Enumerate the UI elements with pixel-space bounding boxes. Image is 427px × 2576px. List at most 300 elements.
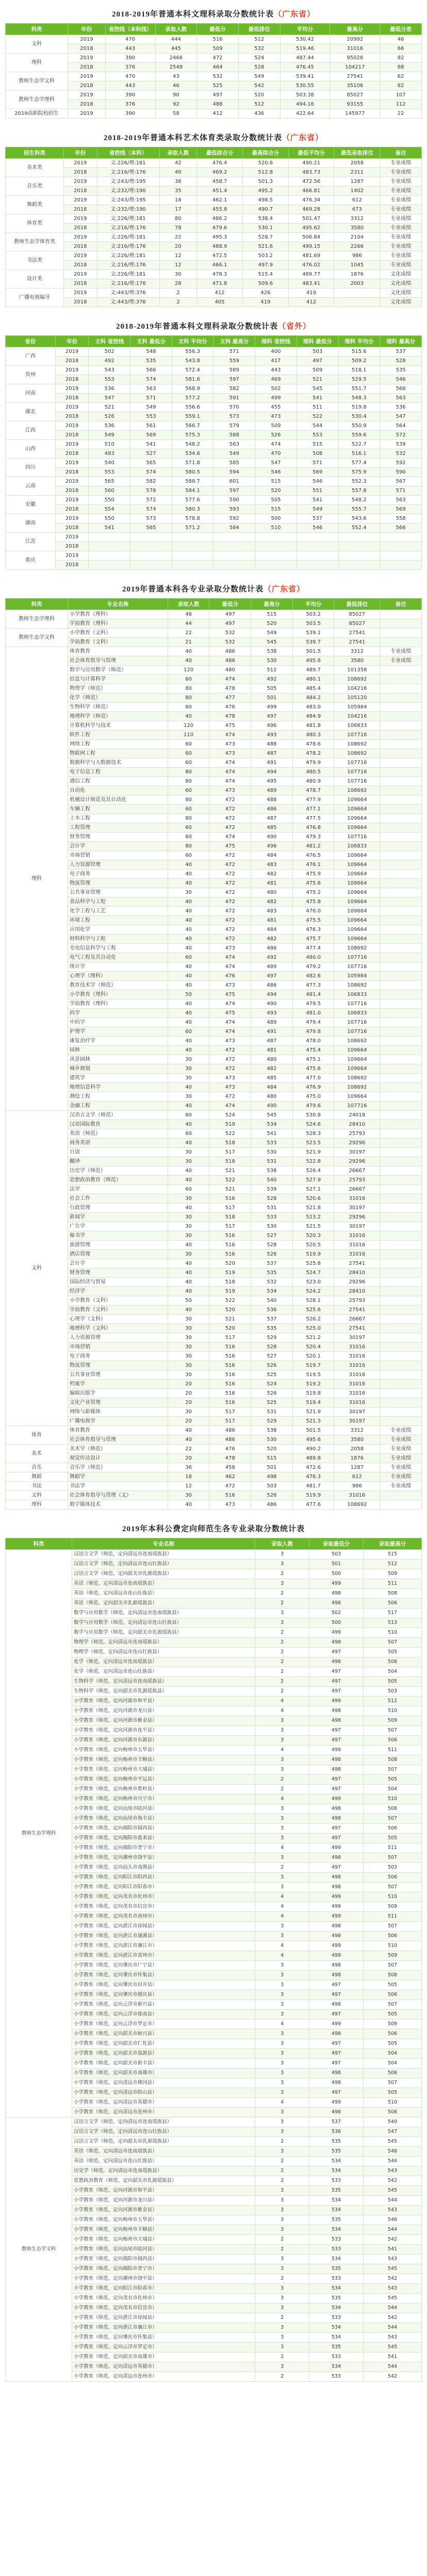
- table-cell: 499: [309, 1951, 364, 1961]
- table-cell: 482.6: [292, 972, 334, 981]
- table-cell: 107716: [334, 758, 380, 768]
- table-cell: 2018: [55, 449, 89, 459]
- col-header: 文科 最高分: [213, 336, 255, 347]
- table-row: [6, 777, 422, 786]
- table-cell: 生物科学（师范，定向韶关市乳源瑶族县）: [72, 1687, 255, 1697]
- table-cell: 478.7: [292, 786, 334, 795]
- table-cell: 80: [168, 842, 209, 851]
- table-cell: 458: [209, 1463, 251, 1472]
- table-cell: 499: [309, 1912, 364, 1922]
- table-cell: 505: [364, 2010, 422, 2020]
- table-cell: 482: [251, 897, 293, 907]
- table-cell: 80: [168, 814, 209, 823]
- table-cell: 汉语言文学（师范，定向清远市连山壮族县）: [72, 1560, 255, 1569]
- col-header: 专业名称: [68, 599, 168, 610]
- table-cell: 499: [309, 1941, 364, 1951]
- table-cell: 小学教育（师范，定向河源市东源县）: [72, 1736, 255, 1745]
- table-cell: 499: [309, 1902, 364, 1912]
- table-cell: [380, 888, 422, 897]
- table-cell: 46: [155, 81, 197, 91]
- table-cell: 新闻学: [68, 1213, 168, 1222]
- table-cell: 舞蹈: [6, 1472, 68, 1482]
- table-cell: 40: [168, 656, 209, 666]
- table-row: [6, 440, 422, 449]
- table-cell: 569: [130, 431, 172, 440]
- table-cell: 527: [251, 1231, 293, 1241]
- table-cell: 472: [209, 888, 251, 897]
- table-row: [6, 1343, 422, 1352]
- table-cell: 547: [89, 394, 130, 403]
- table-cell: 390: [105, 109, 155, 118]
- table-cell: 520.1: [292, 1352, 334, 1361]
- table-cell: 2018: [63, 279, 97, 289]
- table-cell: 477.3: [292, 981, 334, 990]
- table-cell: 汉语言文学（师范，定向清远市连南瑶族县）: [72, 1550, 255, 1560]
- table-cell: 534: [309, 2196, 364, 2206]
- table-cell: 29296: [334, 1157, 380, 1166]
- table-cell: 体育教育: [68, 647, 168, 656]
- table-cell: 490: [251, 1101, 293, 1111]
- table-cell: 497: [197, 91, 239, 100]
- table-cell: 588.7: [172, 477, 213, 486]
- table-cell: 588: [213, 431, 255, 440]
- table-cell: 62: [380, 72, 422, 81]
- table-cell: 109664: [334, 795, 380, 805]
- table-cell: 477.9: [292, 795, 334, 805]
- table-row: [6, 629, 422, 638]
- table-cell: 2019: [63, 251, 97, 261]
- table-cell: 548.2: [172, 440, 213, 449]
- table-cell: 3: [255, 1971, 309, 1980]
- table-cell: 30197: [334, 1204, 380, 1213]
- table-row: [6, 289, 422, 298]
- table-cell: 490.7: [242, 205, 288, 214]
- table-cell: 498: [309, 1638, 364, 1648]
- table-cell: 四川: [6, 459, 56, 477]
- table-cell: 小学教育（师范，定向阳江市阳西县）: [72, 1873, 255, 1883]
- table-cell: 505: [364, 1775, 422, 1785]
- table-cell: 1876: [334, 270, 380, 279]
- table-cell: [380, 1213, 422, 1222]
- table-cell: 472: [209, 1055, 251, 1064]
- table-cell: 40: [168, 1241, 209, 1250]
- table-cell: 539.41: [280, 72, 330, 81]
- table-cell: 60: [168, 1129, 209, 1139]
- table-row: [6, 656, 422, 666]
- table-cell: 528.7: [242, 233, 288, 242]
- table-cell: 546: [380, 375, 422, 384]
- table-cell: 28410: [334, 1268, 380, 1278]
- table-cell: 469: [255, 375, 297, 384]
- table-cell: 502: [309, 1608, 364, 1618]
- table-cell: 40: [168, 1306, 209, 1315]
- table-cell: 60: [168, 953, 209, 962]
- table-row: [6, 1139, 422, 1148]
- table-cell: 510: [364, 1794, 422, 1804]
- table-cell: 515: [297, 440, 338, 449]
- table-cell: 519: [209, 1120, 251, 1129]
- table-cell: 481.4: [292, 990, 334, 999]
- table-cell: 498: [309, 1961, 364, 1971]
- score-table: [5, 1538, 422, 2382]
- table-cell: 484.2: [292, 693, 334, 703]
- table-cell: 520.3: [292, 1231, 334, 1241]
- col-header: 录取人数: [168, 599, 209, 610]
- table-cell: 2: [255, 1638, 309, 1648]
- table-cell: 574: [130, 375, 172, 384]
- table-cell: 2019: [55, 477, 89, 486]
- table-cell: 专业成绩: [380, 261, 422, 270]
- table-cell: 534: [309, 2303, 364, 2313]
- table-cell: 60: [168, 833, 209, 842]
- table-cell: 20: [168, 1417, 209, 1426]
- table-cell: 477.1: [292, 805, 334, 814]
- table-cell: 533: [309, 2313, 364, 2323]
- table-cell: 材料科学与工程: [68, 935, 168, 944]
- table-cell: [380, 1361, 422, 1370]
- table-cell: 28410: [334, 1120, 380, 1129]
- table-cell: 472: [209, 823, 251, 833]
- table-cell: 473: [209, 1083, 251, 1092]
- table-cell: 474: [209, 777, 251, 786]
- col-header: 最低分: [197, 24, 239, 35]
- table-cell: 516: [209, 1343, 251, 1352]
- table-row: [6, 1352, 422, 1361]
- table-cell: 473: [209, 749, 251, 758]
- table-cell: 2019: [68, 72, 106, 81]
- table-cell: 525: [251, 1398, 293, 1408]
- table-cell: 477: [209, 693, 251, 703]
- table-cell: 60: [168, 703, 209, 712]
- table-row: [6, 1324, 422, 1333]
- table-cell: 1876: [334, 1454, 380, 1463]
- table-row: [6, 1027, 422, 1037]
- table-cell: 汉语国际教育: [68, 1120, 168, 1129]
- table-cell: 520: [209, 1306, 251, 1315]
- table-cell: [380, 561, 422, 570]
- table-cell: 539: [380, 440, 422, 449]
- table-row: [6, 972, 422, 981]
- table-cell: 489: [251, 962, 293, 972]
- table-cell: 497: [309, 1677, 364, 1687]
- table-cell: 508: [364, 1971, 422, 1980]
- table-cell: 516: [209, 1380, 251, 1389]
- table-cell: 40: [168, 1268, 209, 1278]
- table-cell: 文化成绩: [380, 289, 422, 298]
- table-row: [6, 684, 422, 693]
- table-row: [6, 81, 422, 91]
- table-cell: 物流管理: [68, 879, 168, 888]
- table-cell: 人力资源管理: [68, 860, 168, 870]
- table-cell: 2019: [55, 403, 89, 412]
- table-cell: 21: [168, 638, 209, 647]
- table-cell: 501: [251, 693, 293, 703]
- table-cell: 523.0: [292, 1278, 334, 1287]
- table-cell: 2: [255, 2157, 309, 2166]
- table-cell: 教育技术学（师范）: [68, 981, 168, 990]
- table-row: [6, 72, 422, 81]
- table-cell: 小学教育（师范，定向揭阳市惠来县）: [72, 1834, 255, 1843]
- table-cell: 物理学（师范）: [68, 684, 168, 693]
- table-cell: 509: [364, 1716, 422, 1726]
- table-cell: 527: [251, 1352, 293, 1361]
- table-cell: 550.9: [338, 421, 380, 431]
- table-cell: 30: [168, 1148, 209, 1157]
- table-cell: 95028: [330, 54, 380, 63]
- table-cell: 地理科学（文科）: [68, 1324, 168, 1333]
- table-cell: 525: [197, 81, 239, 91]
- table-cell: 499: [309, 1892, 364, 1902]
- table-cell: 美术类: [6, 159, 64, 177]
- table-cell: 40: [168, 1435, 209, 1445]
- table-cell: 480.3: [292, 731, 334, 740]
- table-cell: 音乐学（师范）: [68, 1463, 168, 1472]
- table-cell: 40: [168, 1426, 209, 1435]
- table-cell: [338, 551, 380, 561]
- table-cell: 507: [364, 1814, 422, 1824]
- table-cell: 40: [168, 972, 209, 981]
- table-row: [6, 1120, 422, 1129]
- table-cell: 478.0: [292, 1037, 334, 1046]
- table-cell: 软件工程: [68, 731, 168, 740]
- table-cell: 3: [255, 2127, 309, 2137]
- table-cell: 2: [255, 2352, 309, 2362]
- table-row: [6, 412, 422, 421]
- table-cell: 475.2: [292, 888, 334, 897]
- table-cell: 376: [105, 63, 155, 72]
- table-cell: 17: [159, 205, 197, 214]
- table-cell: 20: [168, 1380, 209, 1389]
- table-cell: 474: [209, 962, 251, 972]
- table-row: [6, 1111, 422, 1120]
- table-cell: 小学教育（师范，定向梅州市丰顺县）: [72, 1755, 255, 1765]
- table-cell: 40: [168, 1009, 209, 1018]
- table-row: [6, 1389, 422, 1398]
- table-cell: 3: [255, 2343, 309, 2352]
- table-cell: 500: [309, 1618, 364, 1628]
- table-cell: 475.7: [292, 935, 334, 944]
- table-cell: 544: [364, 2362, 422, 2372]
- table-row: [6, 1278, 422, 1287]
- table-cell: 光电信息科学与工程: [68, 944, 168, 953]
- table-cell: 视觉传达设计: [68, 1454, 168, 1463]
- table-cell: 426: [242, 289, 288, 298]
- table-cell: 510: [364, 2098, 422, 2108]
- table-cell: 3: [255, 1765, 309, 1775]
- table-header-row: [6, 1538, 422, 1550]
- table-cell: 小学教育（师范，定向揭阳市揭西县）: [72, 2255, 255, 2264]
- table-cell: 521: [209, 1166, 251, 1176]
- table-cell: 文:216/理:176: [97, 224, 159, 233]
- table-cell: 512.8: [242, 168, 288, 177]
- table-cell: 565: [130, 523, 172, 533]
- table-cell: 536: [89, 384, 130, 394]
- table-body: [6, 159, 422, 307]
- col-header: 平均分: [280, 24, 330, 35]
- table-row: [6, 1500, 422, 1510]
- table-cell: 书法类: [6, 251, 64, 270]
- table-cell: 472: [209, 795, 251, 805]
- table-cell: 523.2: [292, 1213, 334, 1222]
- table-cell: 504: [364, 1785, 422, 1794]
- col-header: 理科 最高分: [380, 336, 422, 347]
- table-cell: 592: [380, 459, 422, 468]
- table-cell: [89, 551, 130, 561]
- table-cell: 499: [309, 2020, 364, 2029]
- table-cell: 484.9: [292, 712, 334, 721]
- table-cell: [380, 851, 422, 860]
- table-cell: 2019: [63, 233, 97, 242]
- table-row: [6, 833, 422, 842]
- table-cell: 499: [309, 1579, 364, 1589]
- table-cell: 31016: [334, 1398, 380, 1408]
- table-cell: 教师生态学理科: [6, 610, 68, 629]
- table-cell: 2: [255, 1667, 309, 1677]
- table-cell: 476: [209, 703, 251, 712]
- table-cell: 567: [380, 477, 422, 486]
- table-cell: 472: [209, 1046, 251, 1055]
- table-cell: 3: [255, 1814, 309, 1824]
- table-cell: 516: [209, 1491, 251, 1500]
- table-cell: 481.7: [292, 1482, 334, 1491]
- table-cell: [380, 1009, 422, 1018]
- table-cell: 专业成绩: [380, 196, 422, 205]
- table-cell: 502: [255, 384, 297, 394]
- table-row: [6, 1213, 422, 1222]
- table-cell: 小学教育（师范，定向潮州市饶平县）: [72, 2274, 255, 2284]
- table-cell: 31016: [334, 1370, 380, 1380]
- table-cell: 2003: [334, 279, 380, 289]
- table-cell: 476.8: [292, 823, 334, 833]
- table-cell: 498: [309, 2000, 364, 2010]
- table-cell: 509: [364, 2020, 422, 2029]
- table-cell: 生物科学（师范，定向清远市连南瑶族县）: [72, 1677, 255, 1687]
- table-cell: 22: [168, 1445, 209, 1454]
- table-cell: 476.5: [292, 851, 334, 860]
- table-cell: 571: [297, 459, 338, 468]
- col-header: 文科 平均分: [172, 336, 213, 347]
- table-cell: 474: [209, 731, 251, 740]
- table-cell: 2018: [68, 100, 106, 109]
- table-cell: 497: [309, 1726, 364, 1736]
- table-row: [6, 897, 422, 907]
- table-cell: 92: [155, 100, 197, 109]
- table-cell: 20: [159, 242, 197, 251]
- col-header: 备注: [380, 147, 422, 159]
- table-cell: [172, 542, 213, 551]
- table-cell: 音乐类: [6, 177, 64, 196]
- table-cell: 577.4: [338, 459, 380, 468]
- table-cell: 小学教育（师范，定向梅州市大埔县）: [72, 1765, 255, 1775]
- table-cell: 教师生态学文科: [6, 2117, 72, 2382]
- table-cell: 498.5: [242, 196, 288, 205]
- table-cell: 497: [297, 357, 338, 366]
- section-art-sport-guangdong: [5, 132, 422, 307]
- table-cell: 文化产业管理: [68, 1398, 168, 1408]
- table-cell: 3: [255, 2264, 309, 2274]
- table-cell: 469.28: [288, 205, 334, 214]
- table-row: [6, 935, 422, 944]
- section-major-guangdong: [5, 583, 422, 1510]
- table-cell: 小学教育（师范，定向韶关市翁源县）: [72, 2049, 255, 2059]
- table-cell: 109664: [334, 879, 380, 888]
- table-cell: 472: [209, 870, 251, 879]
- table-cell: 527: [130, 449, 172, 459]
- table-cell: 471.8: [197, 279, 243, 289]
- table-cell: 小学教育（师范，定向云浮市郁南县）: [72, 2010, 255, 2020]
- table-row: [6, 496, 422, 505]
- table-cell: 544: [364, 2225, 422, 2235]
- table-cell: 英语（师范）: [68, 1129, 168, 1139]
- table-cell: 专业成绩: [380, 1482, 422, 1491]
- table-cell: 512: [364, 1560, 422, 1569]
- table-cell: 电子商务: [68, 870, 168, 879]
- table-cell: 44: [168, 619, 209, 629]
- table-cell: 490.21: [288, 159, 334, 168]
- table-cell: 436: [238, 109, 280, 118]
- table-cell: 80: [168, 777, 209, 786]
- table-cell: 数学与应用数学（师范，定向清远市连山壮族县）: [72, 1618, 255, 1628]
- table-row: [6, 1491, 422, 1500]
- table-cell: 109664: [334, 888, 380, 897]
- table-cell: 528.3: [292, 1129, 334, 1139]
- table-cell: 市场营销: [68, 1343, 168, 1352]
- table-cell: 571.8: [172, 459, 213, 468]
- table-row: [6, 551, 422, 561]
- table-cell: 533: [309, 2245, 364, 2255]
- table-cell: [380, 1046, 422, 1055]
- table-cell: 487: [251, 749, 293, 758]
- table-cell: 书法学: [68, 1482, 168, 1491]
- table-cell: 541: [297, 394, 338, 403]
- table-cell: 3: [255, 1980, 309, 1990]
- table-cell: 572: [130, 496, 172, 505]
- table-cell: 489.77: [288, 270, 334, 279]
- table-cell: 466.81: [288, 187, 334, 196]
- table-cell: 493: [89, 449, 130, 459]
- table-cell: 497: [309, 1990, 364, 2000]
- table-cell: 541: [297, 496, 338, 505]
- table-cell: 30197: [334, 1417, 380, 1426]
- table-row: [6, 514, 422, 523]
- table-cell: 2: [255, 2372, 309, 2382]
- table-cell: 英语（师范，定向清远市连山壮族县）: [72, 1589, 255, 1599]
- table-cell: 3: [255, 2362, 309, 2372]
- table-cell: 化学（师范）: [68, 693, 168, 703]
- table-row: [6, 610, 422, 619]
- table-cell: 60: [168, 749, 209, 758]
- col-header: 年份: [63, 147, 97, 159]
- table-cell: 501.47: [288, 214, 334, 224]
- table-row: [6, 1157, 422, 1166]
- table-cell: 470: [105, 72, 155, 81]
- section-title-text: 2018-2019年普通本科文理科录取分数统计表: [116, 323, 278, 331]
- table-cell: 475.6: [292, 1064, 334, 1074]
- table-cell: 571: [130, 394, 172, 403]
- table-cell: 104217: [330, 63, 380, 72]
- table-row: [6, 279, 422, 289]
- table-cell: 英语（师范，定向韶关市乳源瑶族县）: [72, 1599, 255, 1608]
- table-cell: 学前教育（理科）: [68, 999, 168, 1009]
- table-row: [6, 740, 422, 749]
- table-cell: 3312: [334, 1426, 380, 1435]
- table-cell: 42: [159, 159, 197, 168]
- table-cell: 2: [255, 1648, 309, 1657]
- table-cell: 577.6: [172, 496, 213, 505]
- table-cell: 496: [251, 842, 293, 851]
- table-row: [6, 712, 422, 721]
- table-cell: 汉语言文学（师范，定向清远市连南瑶族县）: [72, 2117, 255, 2127]
